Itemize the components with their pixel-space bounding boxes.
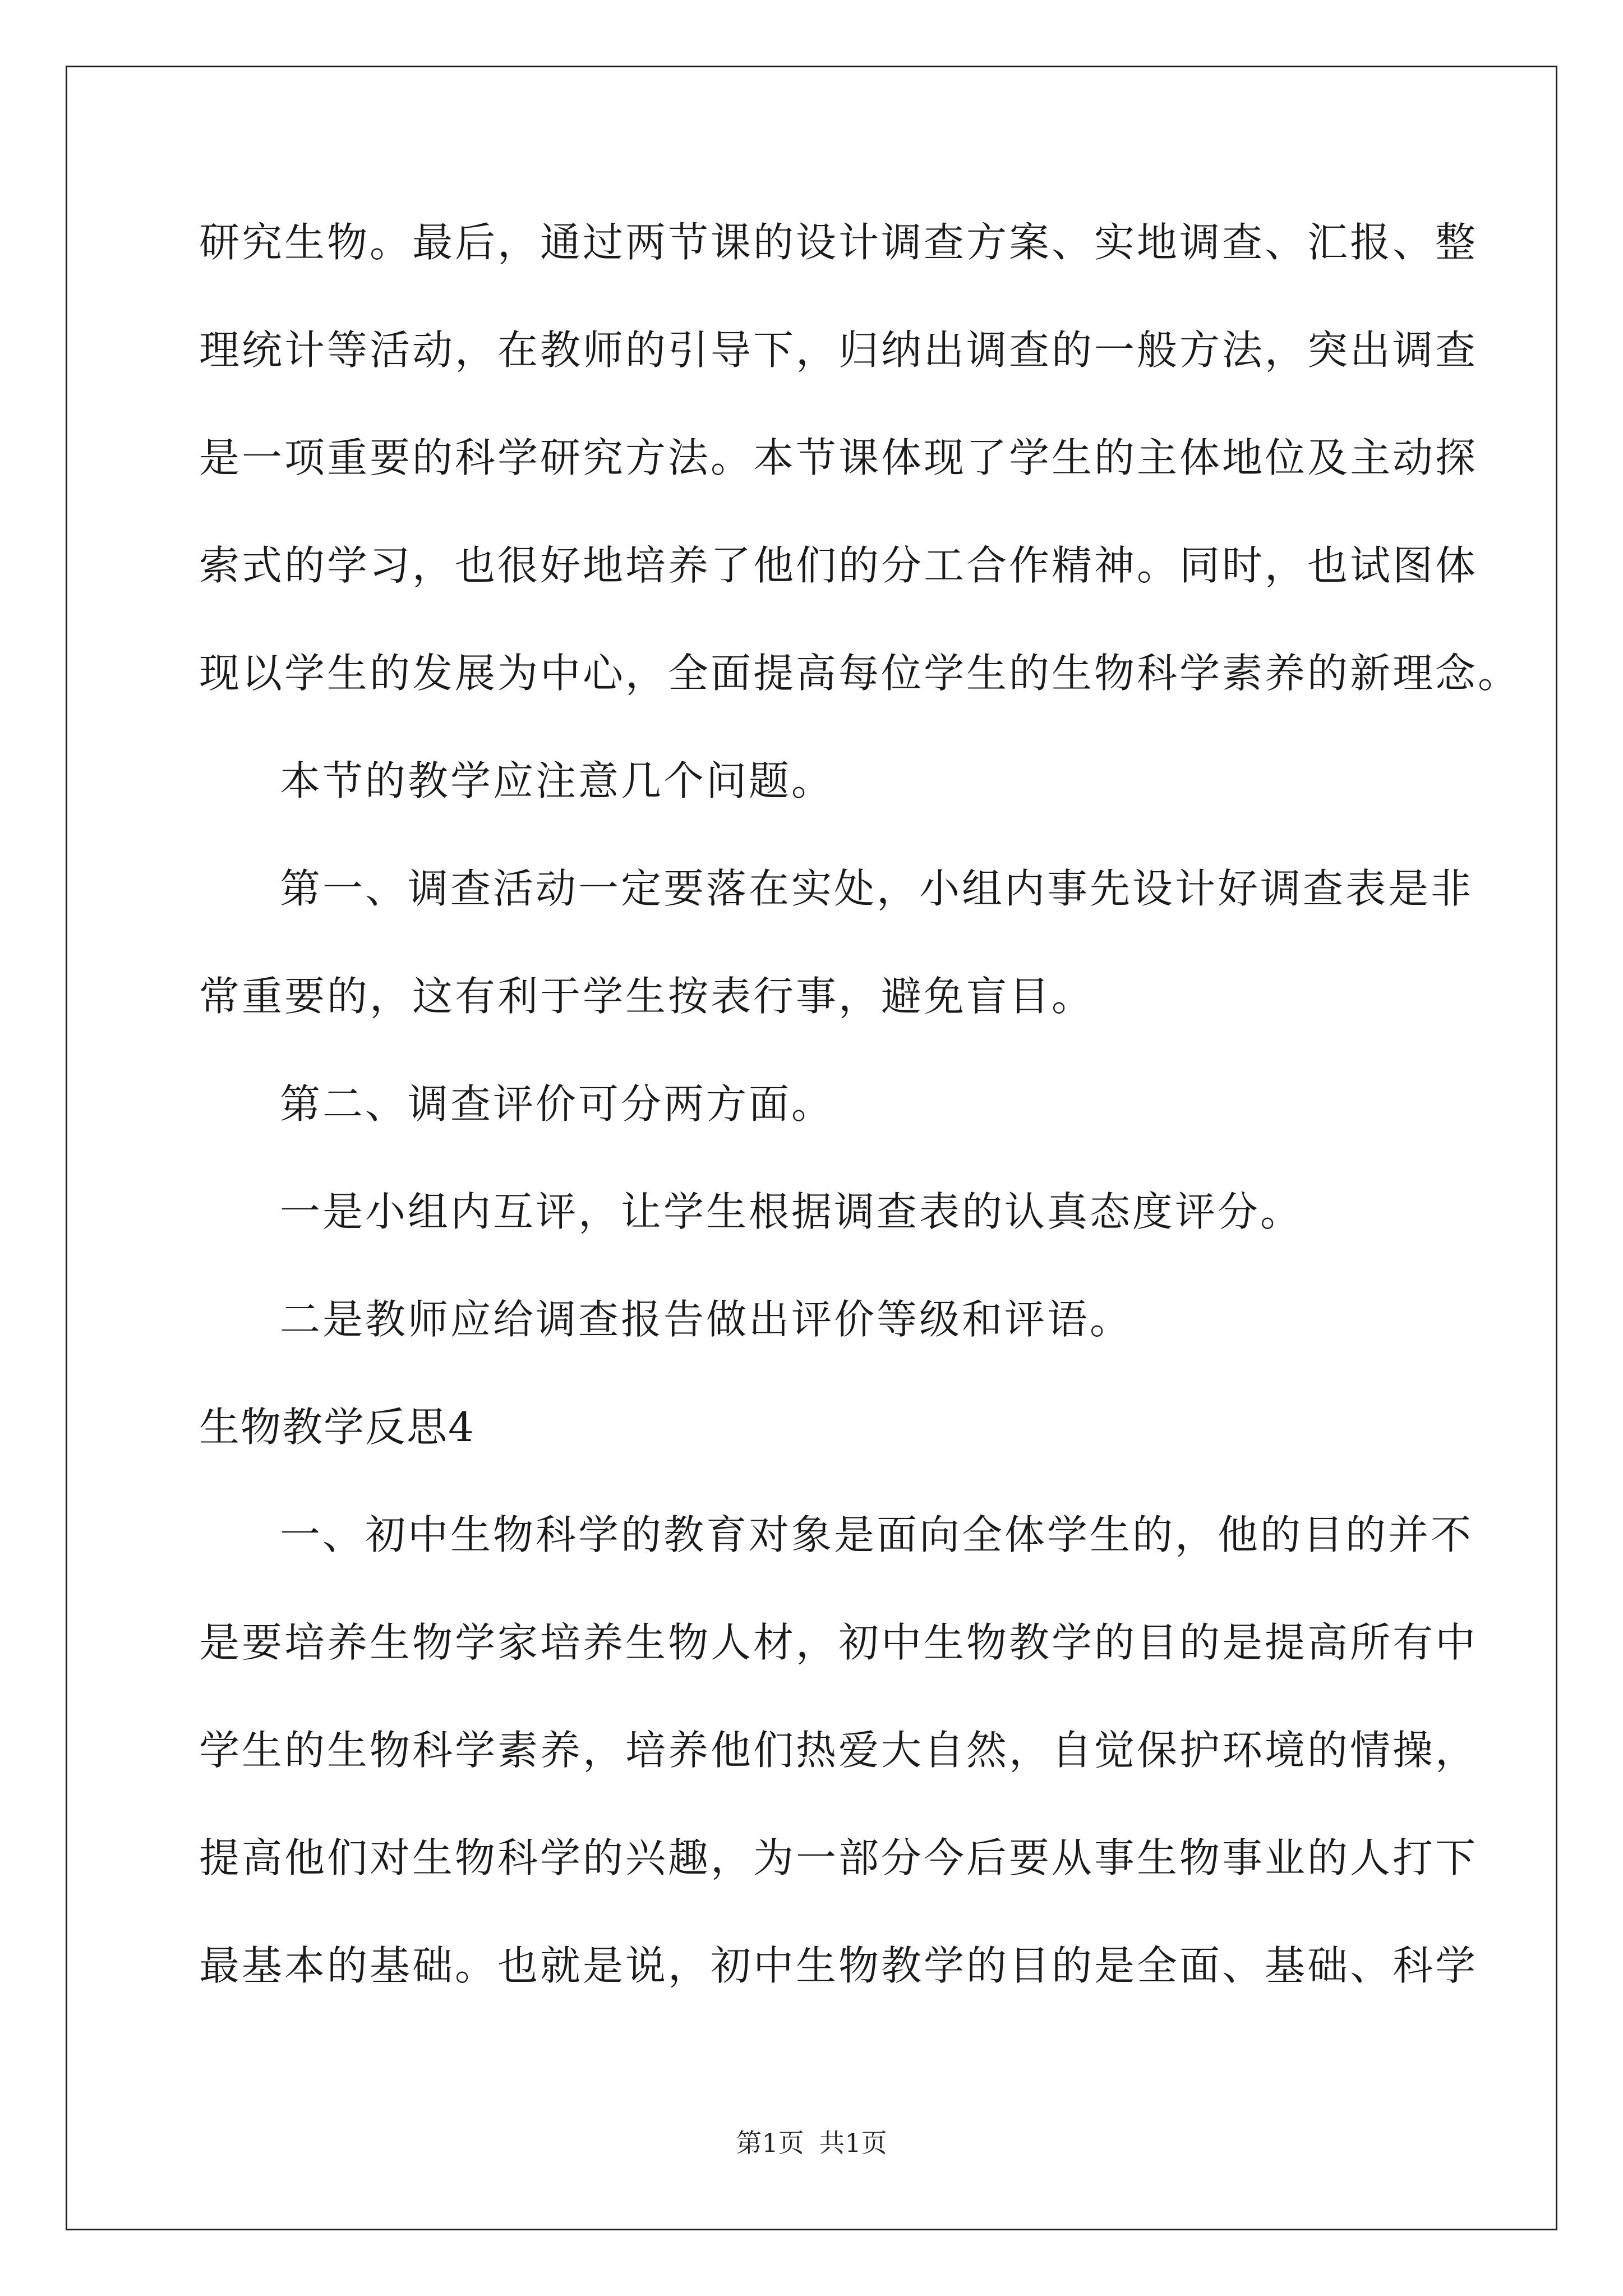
paragraph-line: 是要培养生物学家培养生物人材，初中生物教学的目的是提高所有中 xyxy=(199,1619,1478,1666)
paragraph-line: 是一项重要的科学研究方法。本节课体现了学生的主体地位及主动探 xyxy=(199,434,1478,481)
paragraph-line: 常重要的，这有利于学生按表行事，避免盲目。 xyxy=(199,973,1095,1020)
paragraph-line: 现以学生的发展为中心，全面提高每位学生的生物科学素养的新理念。 xyxy=(199,650,1521,697)
paragraph-line: 第一、调查活动一定要落在实处，小组内事先设计好调查表是非 xyxy=(280,865,1474,912)
page-footer xyxy=(0,2126,1623,2160)
paragraph-line: 一、初中生物科学的教育对象是面向全体学生的，他的目的并不 xyxy=(280,1511,1474,1558)
paragraph-line: 最基本的基础。也就是说，初中生物教学的目的是全面、基础、科学 xyxy=(199,1942,1478,1989)
paragraph-line: 索式的学习，也很好地培养了他们的分工合作精神。同时，也试图体 xyxy=(199,542,1478,589)
page-total: 共1页 xyxy=(819,2128,887,2158)
paragraph-line: 一是小组内互评，让学生根据调查表的认真态度评分。 xyxy=(280,1188,1303,1235)
section-heading: 生物教学反思4 xyxy=(199,1404,475,1451)
paragraph-line: 研究生物。最后，通过两节课的设计调查方案、实地调查、汇报、整 xyxy=(199,219,1478,266)
paragraph-line: 本节的教学应注意几个问题。 xyxy=(280,757,834,804)
paragraph-line: 提高他们对生物科学的兴趣，为一部分今后要从事生物事业的人打下 xyxy=(199,1834,1478,1881)
paragraph-line: 理统计等活动，在教师的引导下，归纳出调查的一般方法，突出调查 xyxy=(199,326,1478,374)
paragraph-line: 二是教师应给调查报告做出评价等级和评语。 xyxy=(280,1296,1133,1343)
paragraph-line: 学生的生物科学素养，培养他们热爱大自然，自觉保护环境的情操， xyxy=(199,1727,1478,1774)
paragraph-line: 第二、调查评价可分两方面。 xyxy=(280,1080,834,1128)
page-border xyxy=(66,66,1557,2230)
page-number: 第1页 xyxy=(736,2128,804,2158)
